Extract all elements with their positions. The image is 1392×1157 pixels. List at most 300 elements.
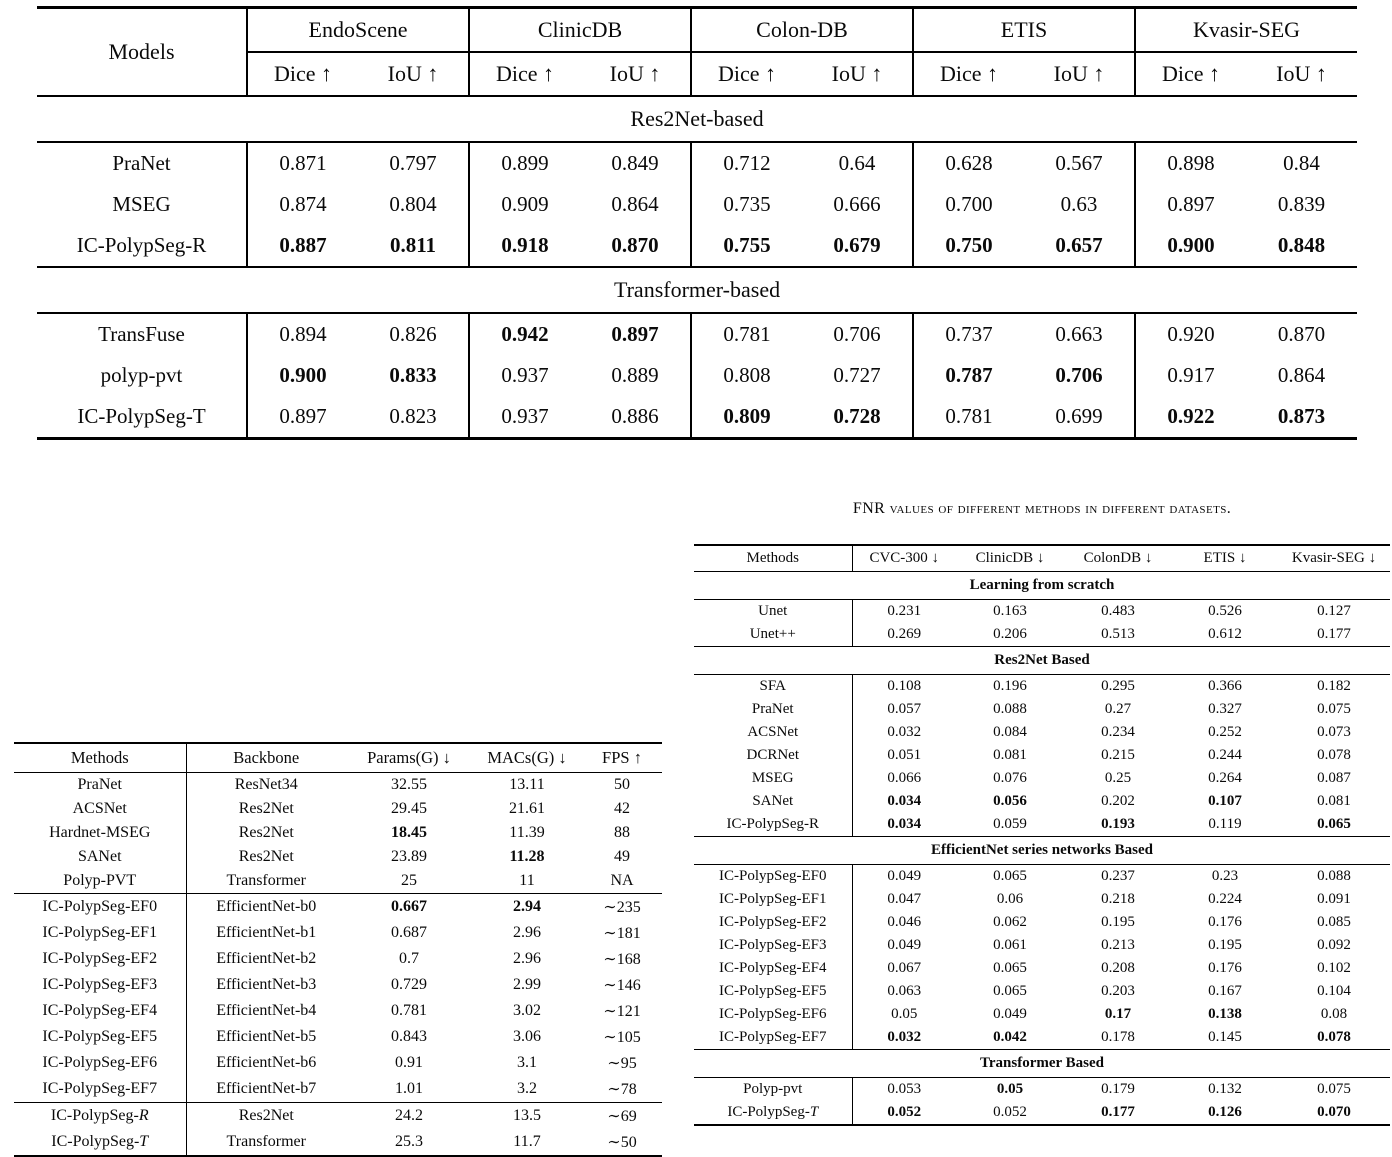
fnr-value: 0.119 — [1208, 816, 1242, 832]
table-row — [14, 1103, 662, 1130]
metric-value: 0.657 — [1055, 233, 1103, 257]
backbone: Res2Net — [186, 797, 346, 821]
backbone: EfficientNet-b1 — [186, 920, 346, 946]
fnr-value: 0.081 — [993, 747, 1027, 763]
fnr-value: 0.032 — [852, 1026, 956, 1050]
fnr-value: 0.091 — [1317, 891, 1351, 907]
method-name: IC-PolypSeg-EF6 — [42, 1054, 158, 1071]
metric-value: 0.699 — [1055, 404, 1103, 428]
metric-value: 0.864 — [1277, 363, 1326, 387]
metric-value: 0.737 — [913, 313, 1024, 355]
table-row — [694, 813, 1390, 837]
fnr-value: 0.052 — [993, 1104, 1027, 1120]
method-name: IC-PolypSeg-EF1 — [718, 891, 827, 907]
fnr-value: 0.05 — [852, 1003, 956, 1026]
fnr-value: 0.244 — [1208, 747, 1242, 763]
metric-value: 0.84 — [1283, 151, 1320, 175]
fps-value: ∼50 — [607, 1134, 637, 1151]
metric-value: 0.937 — [469, 355, 580, 396]
fnr-value: 0.202 — [1101, 793, 1135, 809]
macs-value: 13.11 — [509, 776, 545, 793]
metric-value: 0.918 — [469, 225, 580, 267]
table-row — [694, 721, 1390, 744]
fnr-value: 0.252 — [1208, 724, 1242, 740]
table-row — [37, 355, 1357, 396]
metric-value: 0.922 — [1135, 396, 1246, 439]
fnr-value: 0.224 — [1208, 891, 1242, 907]
metric-value: 0.706 — [833, 322, 881, 346]
fnr-value: 0.06 — [996, 891, 1024, 907]
table-row — [694, 865, 1390, 889]
section-header: Learning from scratch — [694, 572, 1390, 600]
dataset-header: ClinicDB — [469, 8, 691, 53]
table-row — [37, 396, 1357, 439]
table-row — [694, 957, 1390, 980]
fps-value: ∼78 — [607, 1081, 637, 1098]
fnr-value: 0.078 — [1317, 747, 1351, 763]
fps-value: NA — [610, 872, 634, 889]
method-name: MSEG — [751, 770, 794, 786]
fnr-value: 0.102 — [1317, 960, 1351, 976]
metric-value: 0.781 — [691, 313, 802, 355]
metric-value: 0.706 — [1055, 363, 1103, 387]
method-name: IC-PolypSeg-EF5 — [718, 983, 827, 999]
method-name — [14, 1103, 186, 1130]
fnr-value: 0.193 — [1101, 816, 1135, 832]
metric-value: 0.750 — [913, 225, 1024, 267]
fnr-value: 0.327 — [1208, 701, 1242, 717]
method-name: IC-PolypSeg-EF0 — [718, 868, 827, 884]
metric-header: Dice ↑ — [247, 52, 358, 96]
efficiency-table-wrap — [14, 742, 662, 1157]
fnr-value: 0.056 — [993, 793, 1027, 809]
macs-value: 21.61 — [509, 800, 545, 817]
section-row — [694, 572, 1390, 600]
method-name: PraNet — [77, 776, 122, 793]
section-row — [694, 837, 1390, 865]
params-value: 0.687 — [391, 924, 427, 941]
metric-value: 0.889 — [611, 363, 659, 387]
column-header: Backbone — [186, 743, 346, 773]
table-row — [694, 1101, 1390, 1125]
method-name — [14, 1129, 186, 1156]
model-name: IC-PolypSeg-R — [76, 233, 207, 257]
method-name: IC-PolypSeg-EF2 — [718, 914, 827, 930]
metric-value: 0.870 — [1277, 322, 1326, 346]
table-row — [14, 773, 662, 798]
table-caption: FNR values of different methods in different datasets. — [852, 500, 1232, 517]
fnr-value: 0.167 — [1208, 983, 1242, 999]
fnr-value: 0.483 — [1101, 603, 1135, 619]
fnr-value: 0.176 — [1208, 960, 1242, 976]
fnr-value: 0.27 — [1104, 701, 1132, 717]
method-name: SANet — [752, 793, 794, 809]
fnr-value: 0.070 — [1317, 1104, 1351, 1120]
params-value: 0.843 — [391, 1028, 427, 1045]
metric-value: 0.808 — [691, 355, 802, 396]
table-row — [694, 790, 1390, 813]
column-header: Kvasir-SEG ↓ — [1278, 545, 1390, 572]
benchmark-table — [37, 6, 1357, 440]
metric-value: 0.920 — [1135, 313, 1246, 355]
metric-value: 0.823 — [389, 404, 437, 428]
fps-value: ∼69 — [582, 1103, 662, 1130]
fnr-value: 0.178 — [1101, 1029, 1135, 1045]
fnr-value: 0.049 — [852, 934, 956, 957]
dataset-header-row — [37, 8, 1357, 53]
metric-value: 0.864 — [611, 192, 659, 216]
table-row — [14, 821, 662, 845]
macs-value: 11.7 — [513, 1133, 541, 1150]
section-header: Res2Net-based — [37, 96, 1357, 142]
metric-value: 0.897 — [247, 396, 358, 439]
fnr-value: 0.084 — [993, 724, 1027, 740]
method-name: IC-PolypSeg-EF7 — [718, 1029, 827, 1045]
column-header: ClinicDB ↓ — [956, 545, 1064, 572]
metric-value: 0.900 — [247, 355, 358, 396]
params-value: 18.45 — [391, 824, 427, 841]
fnr-value: 0.17 — [1104, 1006, 1132, 1022]
fnr-value: 0.206 — [993, 626, 1027, 642]
fnr-value: 0.264 — [1208, 770, 1242, 786]
metric-value: 0.826 — [389, 322, 437, 346]
macs-value: 11 — [519, 872, 535, 889]
table-row — [694, 1003, 1390, 1026]
fps-value: ∼181 — [603, 925, 641, 942]
fnr-table-wrap — [694, 500, 1390, 1126]
table-row — [694, 767, 1390, 790]
metric-value: 0.64 — [838, 151, 876, 175]
fnr-value: 0.182 — [1317, 678, 1351, 694]
method-name-suffix: T — [139, 1133, 149, 1150]
params-value: 0.729 — [391, 976, 427, 993]
method-name — [694, 1101, 852, 1125]
table-row — [14, 920, 662, 946]
section-header: EfficientNet series networks Based — [694, 837, 1390, 865]
fnr-value: 0.176 — [1208, 914, 1242, 930]
fnr-value: 0.085 — [1317, 914, 1351, 930]
metric-value: 0.811 — [389, 233, 437, 257]
model-name: polyp-pvt — [100, 363, 183, 387]
column-header: Params(G) ↓ — [346, 743, 472, 773]
metric-value: 0.735 — [691, 184, 802, 225]
column-header-row — [14, 743, 662, 773]
fnr-value: 0.127 — [1317, 603, 1351, 619]
macs-value: 13.5 — [472, 1103, 582, 1130]
dataset-header: EndoScene — [247, 8, 469, 53]
table-row — [14, 894, 662, 921]
metric-header: Dice ↑ — [469, 52, 580, 96]
metric-value: 0.898 — [1135, 142, 1246, 184]
table-row — [694, 1078, 1390, 1102]
fnr-value: 0.053 — [852, 1078, 956, 1102]
section-row — [37, 96, 1357, 142]
table-row — [694, 911, 1390, 934]
method-name: IC-PolypSeg-EF3 — [42, 976, 158, 993]
params-value: 0.667 — [346, 894, 472, 921]
macs-value: 2.96 — [513, 950, 541, 967]
metric-header: IoU ↑ — [831, 61, 883, 86]
column-header: Methods — [14, 743, 186, 773]
table-row — [14, 1076, 662, 1103]
fnr-value: 0.059 — [993, 816, 1027, 832]
params-value: 0.91 — [395, 1054, 423, 1071]
params-value: 25.3 — [395, 1133, 423, 1150]
method-name: Polyp-PVT — [63, 872, 137, 889]
method-name: IC-PolypSeg-EF3 — [718, 937, 827, 953]
method-name-text: IC-PolypSeg- — [50, 1107, 139, 1124]
method-name: Unet++ — [749, 626, 796, 642]
backbone: EfficientNet-b0 — [186, 894, 346, 921]
params-value: 0.7 — [399, 950, 419, 967]
fnr-value: 0.034 — [852, 790, 956, 813]
column-header: ETIS ↓ — [1172, 545, 1278, 572]
metric-value: 0.897 — [1135, 184, 1246, 225]
fnr-value: 0.075 — [1317, 1081, 1351, 1097]
table-row — [694, 980, 1390, 1003]
fnr-value: 0.057 — [852, 698, 956, 721]
table-row — [694, 675, 1390, 699]
method-name: SANet — [77, 848, 122, 865]
metric-value: 0.839 — [1277, 192, 1326, 216]
fnr-value: 0.513 — [1101, 626, 1135, 642]
metric-header: IoU ↑ — [387, 61, 439, 86]
method-name-suffix: T — [809, 1104, 819, 1120]
metric-value: 0.628 — [913, 142, 1024, 184]
fnr-value: 0.195 — [1101, 914, 1135, 930]
fnr-value: 0.179 — [1101, 1081, 1135, 1097]
macs-value: 11.28 — [509, 848, 545, 865]
backbone: EfficientNet-b5 — [186, 1024, 346, 1050]
fnr-value: 0.612 — [1208, 626, 1242, 642]
fnr-value: 0.237 — [1101, 868, 1135, 884]
table-row — [694, 888, 1390, 911]
fnr-value: 0.08 — [1320, 1006, 1348, 1022]
fps-value: ∼95 — [607, 1055, 637, 1072]
macs-value: 3.1 — [517, 1054, 537, 1071]
fnr-value: 0.066 — [852, 767, 956, 790]
table-row — [14, 845, 662, 869]
fps-value: 88 — [614, 824, 630, 841]
fnr-value: 0.05 — [996, 1081, 1024, 1097]
fnr-value: 0.145 — [1208, 1029, 1242, 1045]
macs-value: 2.94 — [472, 894, 582, 921]
table-row — [37, 142, 1357, 184]
method-name-text: IC-PolypSeg- — [51, 1133, 140, 1150]
fnr-value: 0.526 — [1208, 603, 1242, 619]
column-header: MACs(G) ↓ — [472, 743, 582, 773]
fnr-value: 0.065 — [1317, 816, 1351, 832]
fps-value: ∼105 — [603, 1029, 641, 1046]
fps-value: ∼168 — [603, 951, 641, 968]
macs-value: 11.39 — [509, 824, 545, 841]
method-name: IC-PolypSeg-EF4 — [718, 960, 827, 976]
models-header: Models — [108, 39, 175, 64]
params-value: 1.01 — [395, 1080, 423, 1097]
metric-value: 0.567 — [1055, 151, 1103, 175]
table-row — [694, 744, 1390, 767]
metric-value: 0.728 — [833, 404, 881, 428]
section-row — [37, 267, 1357, 313]
fnr-value: 0.138 — [1208, 1006, 1242, 1022]
fnr-value: 0.073 — [1317, 724, 1351, 740]
fnr-value: 0.049 — [852, 865, 956, 889]
params-value: 24.2 — [346, 1103, 472, 1130]
macs-value: 3.2 — [517, 1080, 537, 1097]
fnr-value: 0.042 — [993, 1029, 1027, 1045]
fnr-value: 0.104 — [1317, 983, 1351, 999]
params-value: 25 — [401, 872, 417, 889]
column-header: CVC-300 ↓ — [852, 545, 956, 572]
fnr-value: 0.177 — [1101, 1104, 1135, 1120]
method-name: DCRNet — [746, 747, 799, 763]
fnr-value: 0.366 — [1208, 678, 1242, 694]
params-value: 0.781 — [391, 1002, 427, 1019]
method-name: IC-PolypSeg-EF2 — [42, 950, 158, 967]
table-row — [14, 946, 662, 972]
method-name: Unet — [758, 603, 788, 619]
column-header-row — [694, 545, 1390, 572]
table-row — [14, 869, 662, 894]
table-row — [694, 623, 1390, 647]
fnr-value: 0.065 — [993, 983, 1027, 999]
table-row — [37, 225, 1357, 267]
method-name: IC-PolypSeg-EF0 — [14, 894, 186, 921]
table-row — [694, 600, 1390, 624]
params-value: 29.45 — [391, 800, 427, 817]
model-name: MSEG — [112, 192, 171, 216]
method-name: IC-PolypSeg-R — [726, 816, 819, 832]
metric-value: 0.849 — [611, 151, 659, 175]
fnr-value: 0.213 — [1101, 937, 1135, 953]
fnr-value: 0.126 — [1208, 1104, 1242, 1120]
fps-value: 50 — [614, 776, 630, 793]
fnr-value: 0.208 — [1101, 960, 1135, 976]
metric-header: Dice ↑ — [1135, 52, 1246, 96]
table-row — [14, 1024, 662, 1050]
fnr-value: 0.078 — [1317, 1029, 1351, 1045]
metric-value: 0.679 — [833, 233, 881, 257]
metric-value: 0.874 — [247, 184, 358, 225]
metric-value: 0.887 — [247, 225, 358, 267]
fnr-value: 0.203 — [1101, 983, 1135, 999]
method-name: Polyp-pvt — [743, 1081, 803, 1097]
metric-value: 0.897 — [611, 322, 659, 346]
metric-value: 0.755 — [691, 225, 802, 267]
section-header: Transformer Based — [694, 1050, 1390, 1078]
metric-header: Dice ↑ — [913, 52, 1024, 96]
section-header: Transformer-based — [37, 267, 1357, 313]
metric-value: 0.894 — [247, 313, 358, 355]
table-row — [14, 972, 662, 998]
metric-value: 0.663 — [1055, 322, 1103, 346]
dataset-header: Kvasir-SEG — [1135, 8, 1357, 53]
dataset-header: ETIS — [913, 8, 1135, 53]
metric-header: IoU ↑ — [609, 61, 661, 86]
fnr-value: 0.065 — [993, 868, 1027, 884]
model-name: IC-PolypSeg-T — [77, 404, 206, 428]
fnr-value: 0.065 — [993, 960, 1027, 976]
fps-value: 42 — [614, 800, 630, 817]
metric-value: 0.873 — [1277, 404, 1326, 428]
fnr-value: 0.215 — [1101, 747, 1135, 763]
table-row — [694, 1026, 1390, 1050]
metric-header: Dice ↑ — [691, 52, 802, 96]
backbone: Res2Net — [186, 845, 346, 869]
table-row — [14, 998, 662, 1024]
backbone: EfficientNet-b4 — [186, 998, 346, 1024]
fnr-value: 0.051 — [852, 744, 956, 767]
metric-value: 0.797 — [389, 151, 437, 175]
fps-value: 49 — [614, 848, 630, 865]
fnr-value: 0.088 — [993, 701, 1027, 717]
fnr-value: 0.076 — [993, 770, 1027, 786]
macs-value: 3.02 — [513, 1002, 541, 1019]
model-name: TransFuse — [98, 322, 185, 346]
fnr-value: 0.163 — [993, 603, 1027, 619]
metric-value: 0.870 — [611, 233, 659, 257]
macs-value: 3.06 — [513, 1028, 541, 1045]
backbone: EfficientNet-b6 — [186, 1050, 346, 1076]
fnr-value: 0.063 — [852, 980, 956, 1003]
params-value: 23.89 — [391, 848, 427, 865]
metric-value: 0.942 — [469, 313, 580, 355]
method-name-suffix: R — [138, 1107, 149, 1124]
metric-value: 0.809 — [691, 396, 802, 439]
metric-value: 0.909 — [469, 184, 580, 225]
method-name: IC-PolypSeg-EF6 — [718, 1006, 827, 1022]
fnr-value: 0.196 — [993, 678, 1027, 694]
metric-value: 0.937 — [469, 396, 580, 439]
backbone: EfficientNet-b2 — [186, 946, 346, 972]
table-row — [37, 184, 1357, 225]
fnr-value: 0.231 — [852, 600, 956, 624]
backbone: Transformer — [186, 869, 346, 894]
section-header: Res2Net Based — [694, 647, 1390, 675]
fnr-value: 0.062 — [993, 914, 1027, 930]
fnr-value: 0.067 — [852, 957, 956, 980]
fnr-value: 0.23 — [1211, 868, 1239, 884]
metric-value: 0.666 — [833, 192, 881, 216]
metric-value: 0.712 — [691, 142, 802, 184]
method-name: PraNet — [751, 701, 794, 717]
model-name: PraNet — [112, 151, 171, 175]
metric-value: 0.886 — [611, 404, 659, 428]
column-header: Methods — [694, 545, 852, 572]
metric-header: IoU ↑ — [1276, 61, 1327, 86]
table-row — [14, 797, 662, 821]
table-row — [694, 698, 1390, 721]
fnr-value: 0.177 — [1317, 626, 1351, 642]
fnr-table — [694, 544, 1390, 1126]
metric-header: IoU ↑ — [1053, 61, 1105, 86]
backbone: Res2Net — [186, 1103, 346, 1130]
method-name-text: IC-PolypSeg- — [727, 1104, 810, 1120]
table-row — [694, 934, 1390, 957]
fnr-value: 0.075 — [1317, 701, 1351, 717]
dataset-header: Colon-DB — [691, 8, 913, 53]
metric-value: 0.917 — [1135, 355, 1246, 396]
method-name: Hardnet-MSEG — [49, 824, 151, 841]
fnr-value: 0.108 — [852, 675, 956, 699]
method-name: IC-PolypSeg-EF5 — [42, 1028, 158, 1045]
fnr-value: 0.034 — [852, 813, 956, 837]
method-name: SFA — [759, 678, 786, 694]
benchmark-table-wrap — [37, 6, 1357, 440]
metric-value: 0.727 — [833, 363, 881, 387]
fnr-value: 0.132 — [1208, 1081, 1242, 1097]
column-header: ColonDB ↓ — [1064, 545, 1172, 572]
